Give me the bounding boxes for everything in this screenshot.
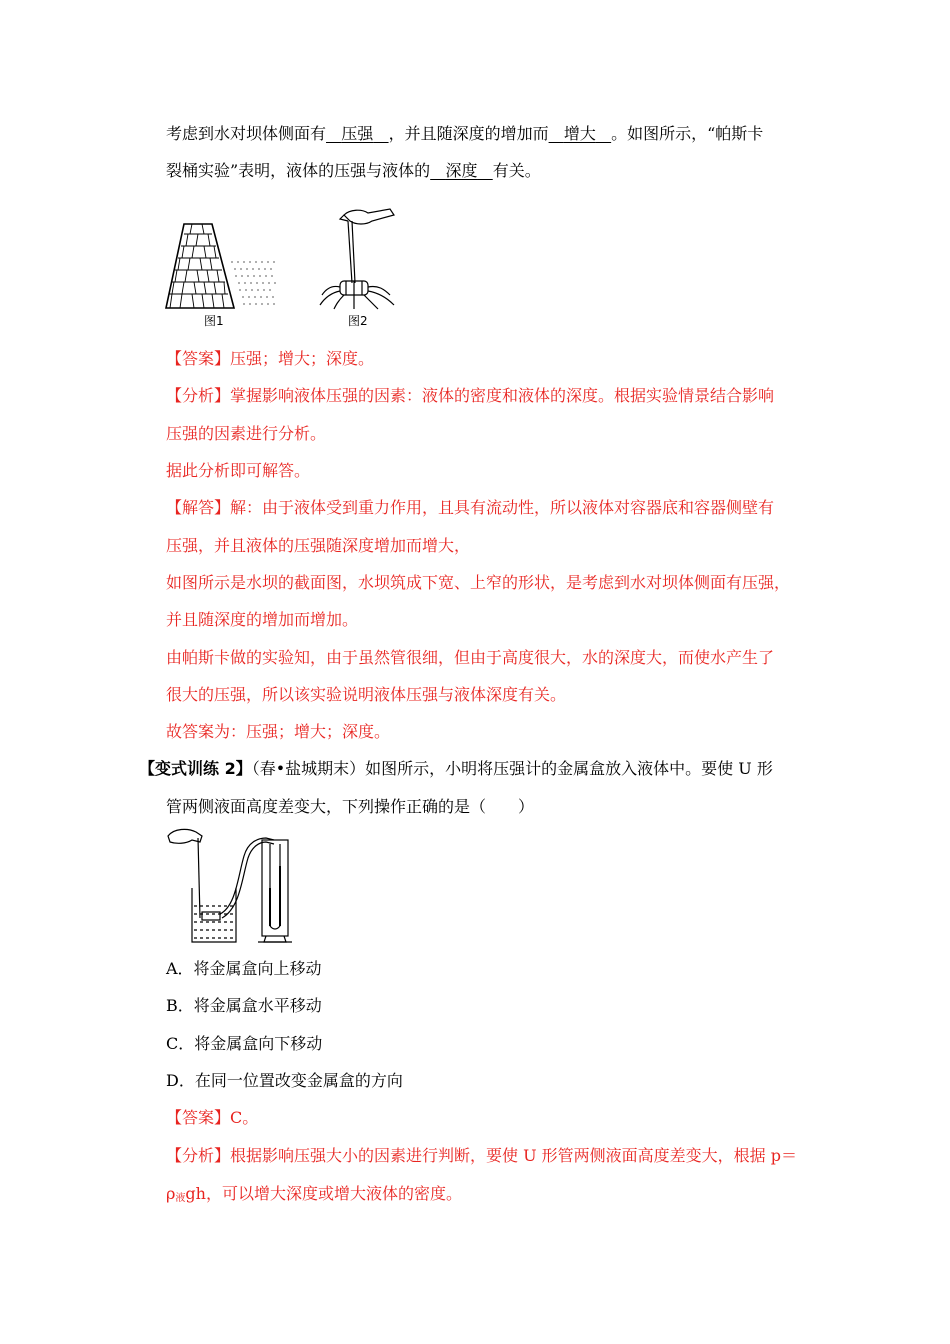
pascal-barrel-figure bbox=[318, 205, 410, 310]
q2-heading: 【变式训练 2】 bbox=[139, 759, 252, 778]
q1-solution-line-3: 如图所示是水坝的截面图，水坝筑成下宽、上窄的形状，是考虑到水对坝体侧面有压强， bbox=[166, 573, 791, 592]
q1-solution-line-4: 并且随深度的增加而增加。 bbox=[166, 610, 359, 629]
intro-text: 有关。 bbox=[492, 161, 541, 180]
intro-line-1 bbox=[166, 123, 763, 145]
intro-text: 。如图所示，“帕斯卡 bbox=[611, 124, 764, 143]
dam-figure bbox=[162, 222, 280, 310]
intro-text: 考虑到水对坝体侧面有 bbox=[166, 124, 327, 143]
intro-text: 裂桶实验”表明，液体的压强与液体的 bbox=[166, 161, 431, 180]
q1-analysis-line-1: 【分析】掌握影响液体压强的因素：液体的密度和液体的深度。根据实验情景结合影响 bbox=[166, 386, 775, 405]
q2-stem-line-2: 管两侧液面高度差变大，下列操作正确的是（ ） bbox=[166, 797, 535, 816]
intro-line-2 bbox=[166, 160, 541, 182]
figure-1-caption: 图1 bbox=[204, 314, 224, 328]
q1-final-answer: 故答案为：压强；增大；深度。 bbox=[166, 722, 391, 741]
q1-solution-line-2: 压强，并且液体的压强随深度增加而增大， bbox=[166, 536, 471, 555]
q2-analysis-line-1: 【分析】根据影响压强大小的因素进行判断，要使 U 形管两侧液面高度差变大，根据 p＝ bbox=[166, 1146, 797, 1165]
q1-answer: 【答案】压强；增大；深度。 bbox=[166, 349, 375, 368]
option-a: A．将金属盒向上移动 bbox=[166, 959, 322, 978]
q1-solution-line-5: 由帕斯卡做的实验知，由于虽然管很细，但由于高度很大，水的深度大，而使水产生了 bbox=[166, 648, 775, 667]
answer-blank-3: 深度 bbox=[445, 161, 478, 180]
q2-answer: 【答案】C。 bbox=[166, 1108, 259, 1127]
option-d: D．在同一位置改变金属盒的方向 bbox=[166, 1071, 403, 1090]
pressure-gauge-figure bbox=[166, 826, 298, 948]
answer-blank-2: 增大 bbox=[563, 124, 596, 143]
q1-analysis-line-2: 压强的因素进行分析。 bbox=[166, 424, 327, 443]
option-b: B．将金属盒水平移动 bbox=[166, 996, 322, 1015]
figure-2-caption: 图2 bbox=[348, 314, 368, 328]
rho-subscript: 液 bbox=[175, 1193, 186, 1204]
rho-symbol: ρ bbox=[166, 1184, 176, 1203]
q2-analysis-text: gh，可以增大深度或增大液体的密度。 bbox=[185, 1184, 462, 1203]
intro-text: ，并且随深度的增加而 bbox=[388, 124, 549, 143]
q2-stem-line-1 bbox=[139, 758, 773, 780]
answer-blank-1: 压强 bbox=[341, 124, 374, 143]
q1-analysis-line-3: 据此分析即可解答。 bbox=[166, 461, 311, 480]
q2-stem-text: （春•盐城期末）如图所示，小明将压强计的金属盒放入液体中。要使 U 形 bbox=[251, 759, 773, 778]
q2-analysis-line-2 bbox=[166, 1183, 462, 1210]
q1-solution-line-1: 【解答】解：由于液体受到重力作用，且具有流动性，所以液体对容器底和容器侧壁有 bbox=[166, 498, 775, 517]
option-c: C．将金属盒向下移动 bbox=[166, 1034, 323, 1053]
q1-solution-line-6: 很大的压强，所以该实验说明液体压强与液体深度有关。 bbox=[166, 685, 567, 704]
